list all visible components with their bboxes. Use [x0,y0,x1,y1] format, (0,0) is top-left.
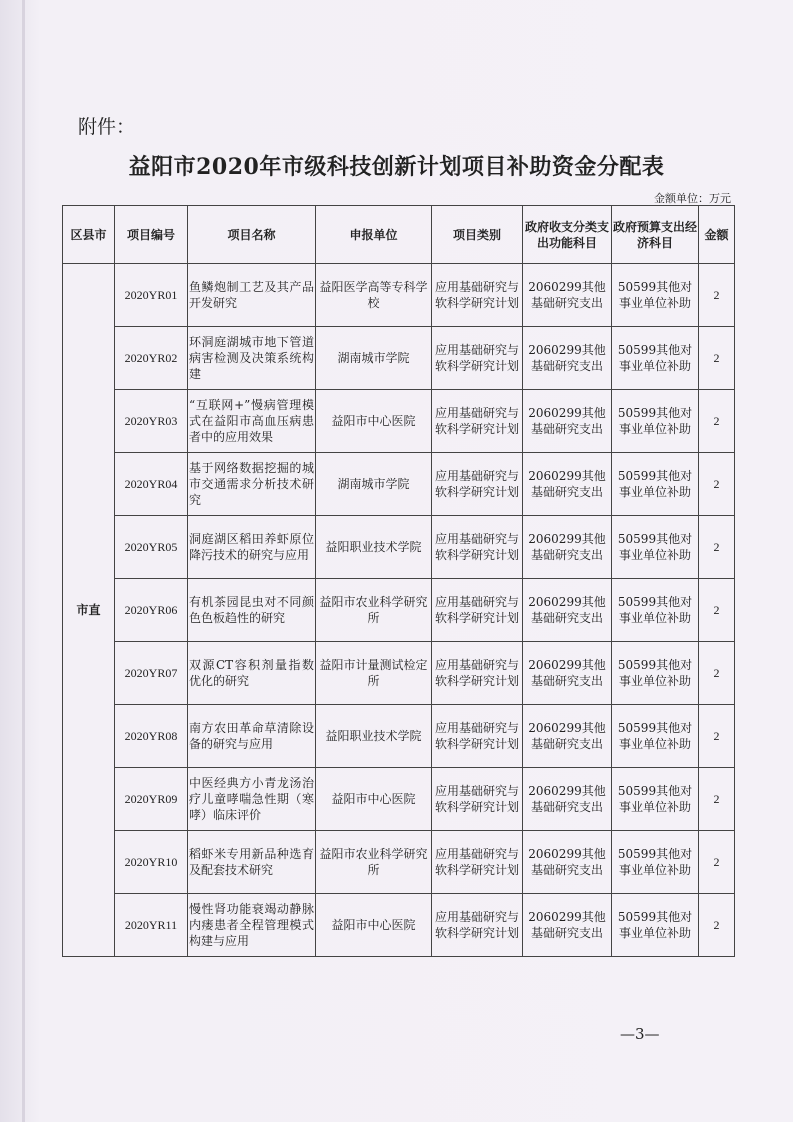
amount: 2 [699,579,735,642]
function-subject: 2060299其他基础研究支出 [523,894,612,957]
project-name: 中医经典方小青龙汤治疗儿童哮喘急性期（寒哮）临床评价 [188,768,316,831]
project-category: 应用基础研究与软科学研究计划 [432,768,523,831]
economic-subject: 50599其他对事业单位补助 [612,327,699,390]
function-subject: 2060299其他基础研究支出 [523,516,612,579]
project-id: 2020YR01 [115,264,188,327]
col-category: 项目类别 [432,206,523,264]
district-cell: 市直 [63,264,115,957]
project-name: 南方农田革命草清除设备的研究与应用 [188,705,316,768]
function-subject: 2060299其他基础研究支出 [523,453,612,516]
col-district: 区县市 [63,206,115,264]
project-category: 应用基础研究与软科学研究计划 [432,453,523,516]
amount: 2 [699,768,735,831]
project-id: 2020YR08 [115,705,188,768]
function-subject: 2060299其他基础研究支出 [523,705,612,768]
project-id: 2020YR06 [115,579,188,642]
economic-subject: 50599其他对事业单位补助 [612,894,699,957]
function-subject: 2060299其他基础研究支出 [523,642,612,705]
project-category: 应用基础研究与软科学研究计划 [432,894,523,957]
project-category: 应用基础研究与软科学研究计划 [432,264,523,327]
applicant-unit: 益阳市农业科学研究所 [316,831,432,894]
table-row [63,516,735,579]
col-applicant: 申报单位 [316,206,432,264]
economic-subject: 50599其他对事业单位补助 [612,642,699,705]
table-row [63,390,735,453]
table-row [63,327,735,390]
project-category: 应用基础研究与软科学研究计划 [432,705,523,768]
amount: 2 [699,642,735,705]
project-id: 2020YR03 [115,390,188,453]
applicant-unit: 益阳市中心医院 [316,894,432,957]
page-number: —3— [620,1025,660,1043]
project-id: 2020YR07 [115,642,188,705]
project-category: 应用基础研究与软科学研究计划 [432,516,523,579]
function-subject: 2060299其他基础研究支出 [523,831,612,894]
project-name: 有机茶园昆虫对不同颜色色板趋性的研究 [188,579,316,642]
amount: 2 [699,705,735,768]
applicant-unit: 益阳职业技术学院 [316,516,432,579]
project-category: 应用基础研究与软科学研究计划 [432,831,523,894]
applicant-unit: 益阳市农业科学研究所 [316,579,432,642]
economic-subject: 50599其他对事业单位补助 [612,831,699,894]
project-name: 基于网络数据挖掘的城市交通需求分析技术研究 [188,453,316,516]
project-category: 应用基础研究与软科学研究计划 [432,327,523,390]
applicant-unit: 益阳医学高等专科学校 [316,264,432,327]
col-project-id: 项目编号 [115,206,188,264]
unit-note: 金额单位：万元 [654,192,731,205]
project-id: 2020YR10 [115,831,188,894]
col-project-name: 项目名称 [188,206,316,264]
economic-subject: 50599其他对事业单位补助 [612,705,699,768]
amount: 2 [699,327,735,390]
table-row [63,264,735,327]
table-row [63,705,735,768]
col-economic-subject: 政府预算支出经济科目 [612,206,699,264]
project-name: “互联网+”慢病管理模式在益阳市高血压病患者中的应用效果 [188,390,316,453]
table-header-row [63,206,735,264]
economic-subject: 50599其他对事业单位补助 [612,516,699,579]
function-subject: 2060299其他基础研究支出 [523,579,612,642]
project-name: 稻虾米专用新品种选育及配套技术研究 [188,831,316,894]
project-name: 鱼鳞炮制工艺及其产品开发研究 [188,264,316,327]
table-row [63,768,735,831]
economic-subject: 50599其他对事业单位补助 [612,453,699,516]
function-subject: 2060299其他基础研究支出 [523,390,612,453]
table-row [63,453,735,516]
amount: 2 [699,390,735,453]
project-name: 双源CT容积剂量指数优化的研究 [188,642,316,705]
amount: 2 [699,831,735,894]
project-category: 应用基础研究与软科学研究计划 [432,579,523,642]
col-function-subject: 政府收支分类支出功能科目 [523,206,612,264]
applicant-unit: 益阳职业技术学院 [316,705,432,768]
project-id: 2020YR11 [115,894,188,957]
project-id: 2020YR09 [115,768,188,831]
attachment-label: 附件： [78,116,136,138]
amount: 2 [699,894,735,957]
applicant-unit: 益阳市中心医院 [316,768,432,831]
project-id: 2020YR04 [115,453,188,516]
table-row [63,579,735,642]
project-id: 2020YR05 [115,516,188,579]
table-row [63,642,735,705]
economic-subject: 50599其他对事业单位补助 [612,390,699,453]
col-amount: 金额 [699,206,735,264]
table-row [63,831,735,894]
project-id: 2020YR02 [115,327,188,390]
project-name: 洞庭湖区稻田养虾原位降污技术的研究与应用 [188,516,316,579]
project-name: 环洞庭湖城市地下管道病害检测及决策系统构建 [188,327,316,390]
function-subject: 2060299其他基础研究支出 [523,768,612,831]
applicant-unit: 益阳市计量测试检定所 [316,642,432,705]
function-subject: 2060299其他基础研究支出 [523,327,612,390]
allocation-table [62,205,735,957]
project-category: 应用基础研究与软科学研究计划 [432,390,523,453]
project-category: 应用基础研究与软科学研究计划 [432,642,523,705]
amount: 2 [699,453,735,516]
applicant-unit: 湖南城市学院 [316,327,432,390]
function-subject: 2060299其他基础研究支出 [523,264,612,327]
amount: 2 [699,264,735,327]
economic-subject: 50599其他对事业单位补助 [612,264,699,327]
applicant-unit: 湖南城市学院 [316,453,432,516]
amount: 2 [699,516,735,579]
economic-subject: 50599其他对事业单位补助 [612,579,699,642]
applicant-unit: 益阳市中心医院 [316,390,432,453]
page-title: 益阳市2020年市级科技创新计划项目补助资金分配表 [128,154,665,180]
project-name: 慢性肾功能衰竭动静脉内瘘患者全程管理模式构建与应用 [188,894,316,957]
table-row [63,894,735,957]
economic-subject: 50599其他对事业单位补助 [612,768,699,831]
